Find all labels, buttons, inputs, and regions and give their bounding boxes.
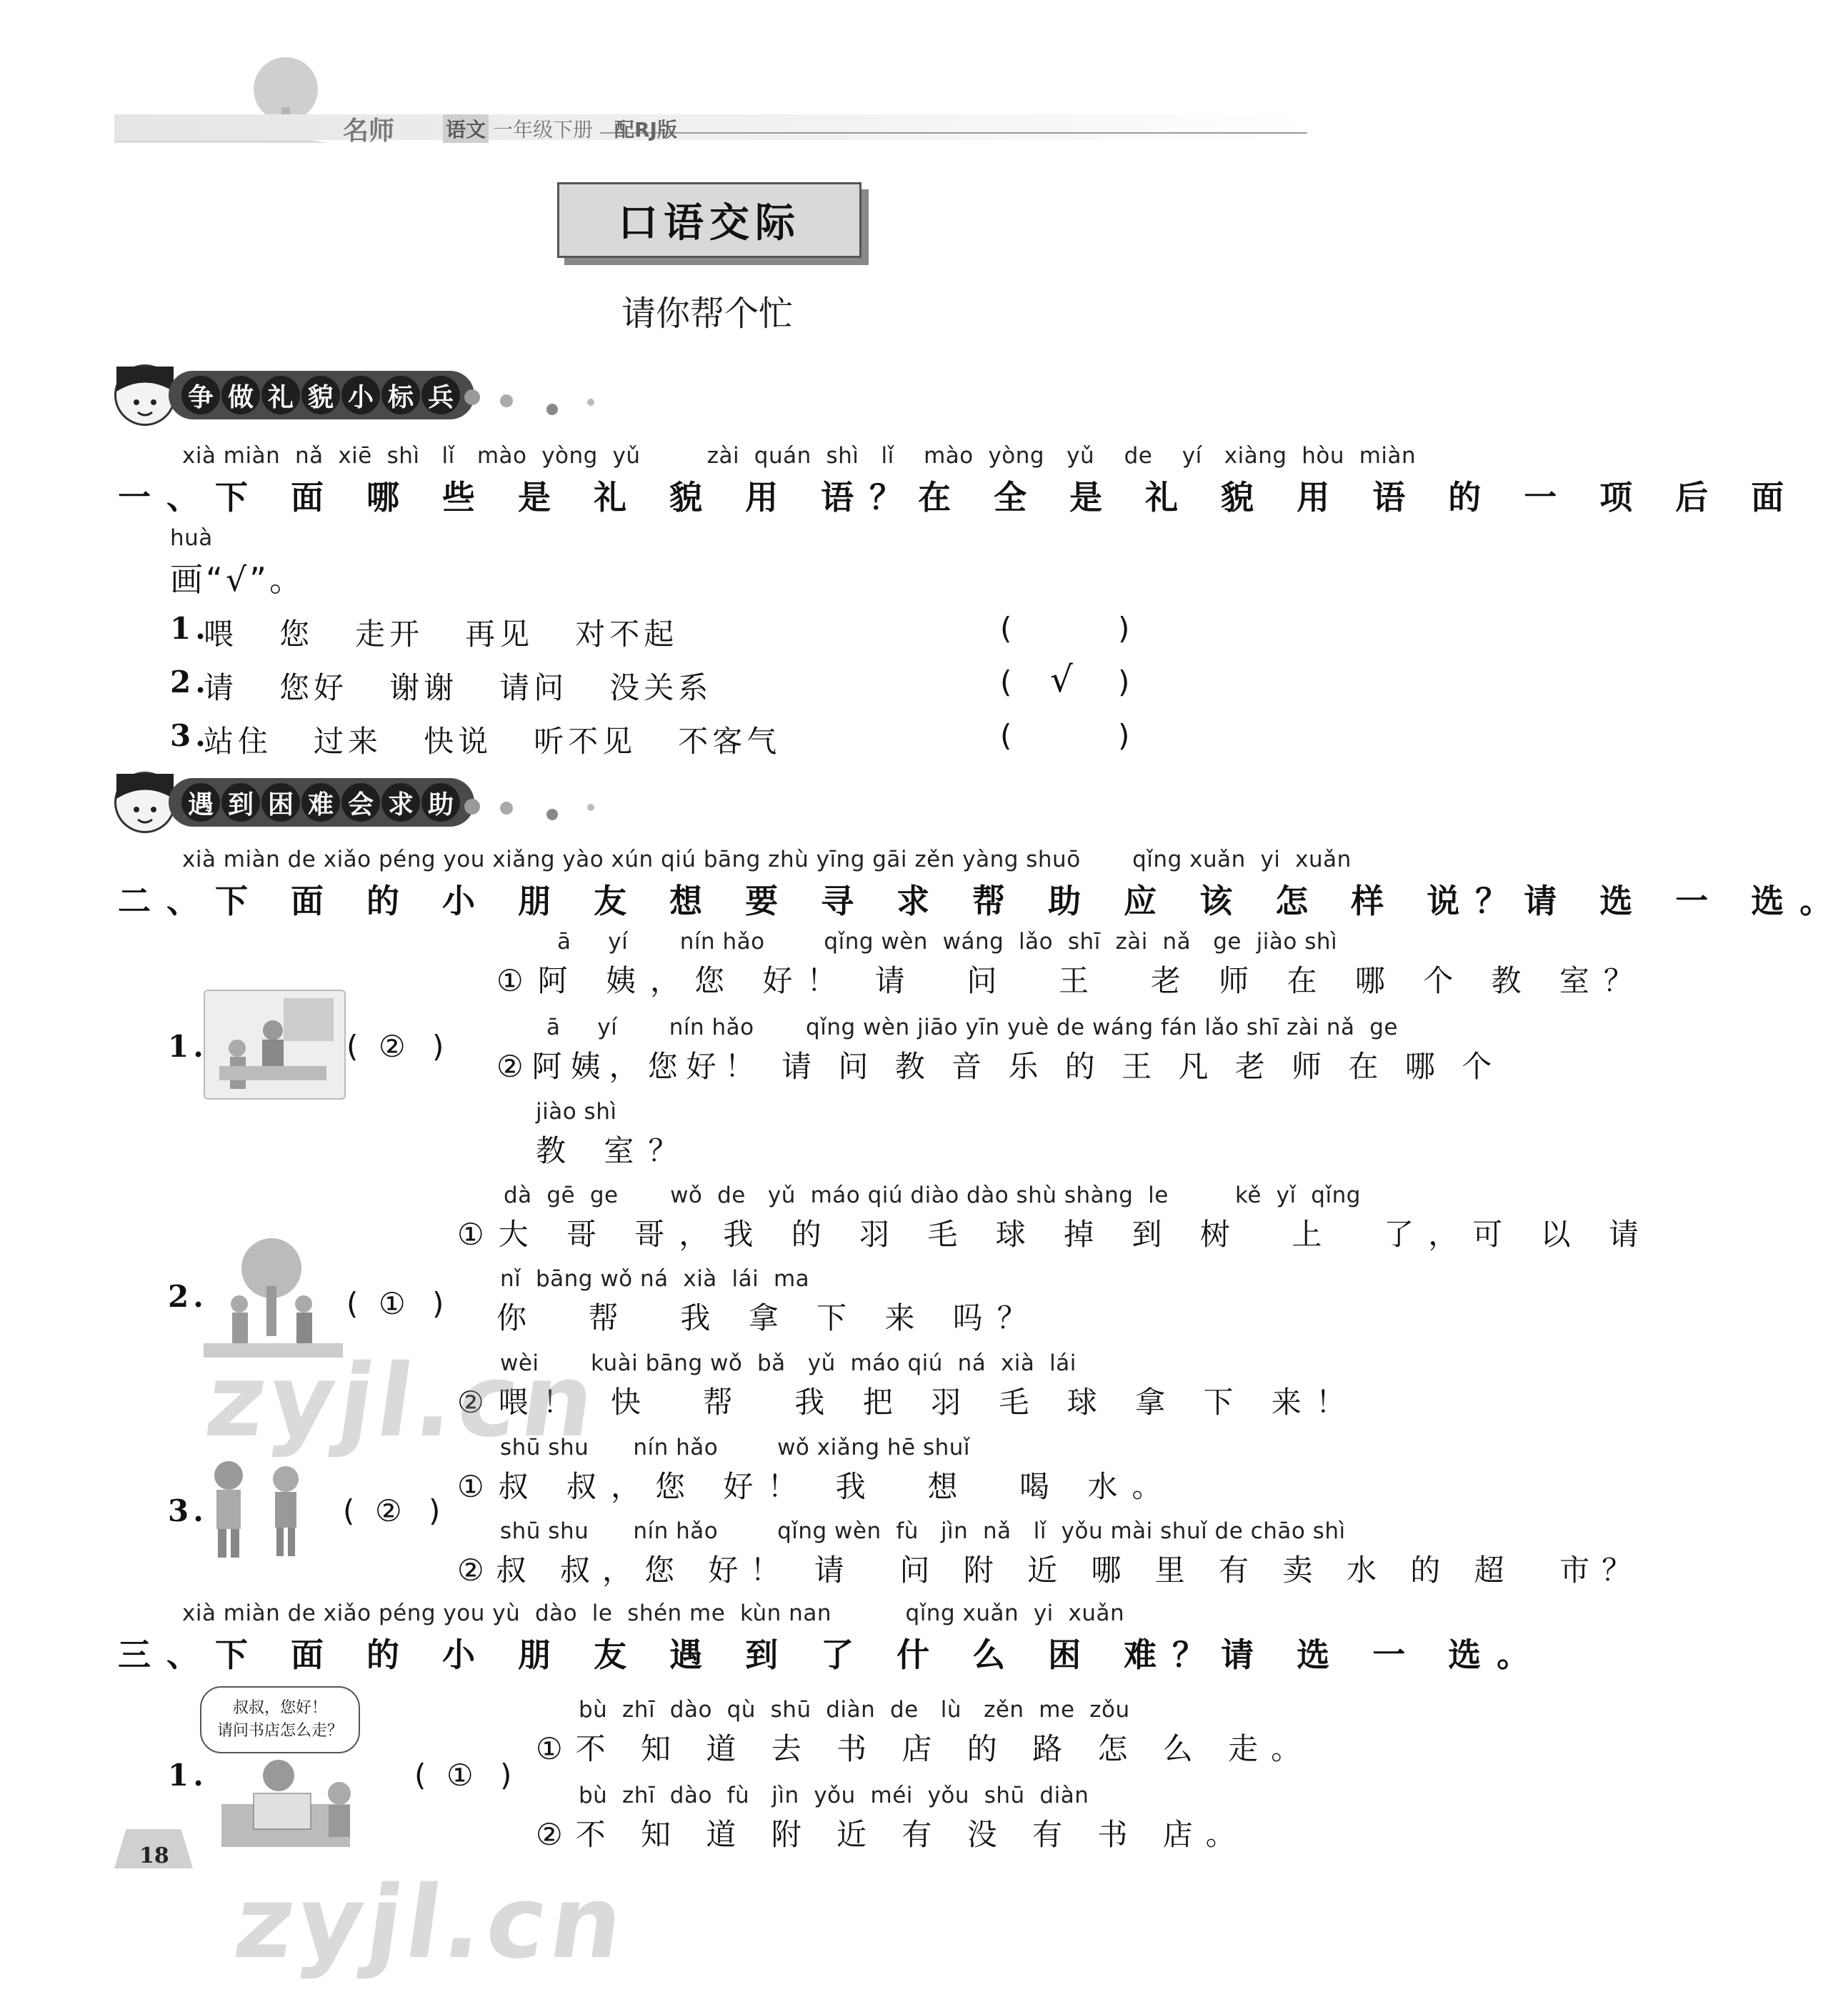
decor-dot [500,394,513,407]
option-pinyin: ā yí nín hǎo qǐng wèn wáng lǎo shī zài nǎ ge jiào shì [557,929,1338,955]
girl-face-icon [114,772,176,833]
decor-dot [546,809,558,820]
answer-box[interactable]: ( [1000,664,1012,699]
answer-box-close: ) [432,1029,444,1064]
banner-char: 困 [261,783,300,822]
option-text: ②不 知 道 附 近 有 没 有 书 店。 [536,1817,1249,1852]
section2-question: 二、下 面 的 小 朋 友 想 要 寻 求 帮 助 应 该 怎 样 说？请 选 一 选。 [118,882,1848,920]
option-pinyin: jiào shì [536,1099,617,1125]
header-rule [600,132,1307,134]
item-number: 2. [168,1279,208,1314]
option-pinyin: nǐ bāng wǒ ná xià lái ma [500,1266,810,1292]
option-pinyin: bù zhī dào qù shū diàn de lù zěn me zǒu [579,1697,1130,1723]
page-title: 口语交际 [618,200,801,246]
answer-box[interactable]: ( [1000,718,1012,753]
header-subject: 语文 [443,114,489,143]
banner-char: 求 [381,783,420,822]
option-pinyin: shū shu nín hǎo wǒ xiǎng hē shuǐ [500,1435,971,1460]
answer-box-close: ) [429,1493,441,1528]
girl-face-icon [114,364,176,426]
banner-char: 会 [341,783,380,822]
answer-value: ② [379,1029,406,1064]
option-text: ①叔 叔，您 好！ 我 想 喝 水。 [457,1469,1177,1504]
banner-char: 难 [301,783,340,822]
option-text: 教 室？ [536,1133,693,1168]
decor-dot [500,802,513,815]
decor-dot [587,399,594,406]
option-text: ①阿 姨，您 好！ 请 问 王 老 师 在 哪 个 教 室？ [496,963,1648,998]
page-number: 18 [139,1843,169,1868]
s1-item-text: 喂 您 走开 再见 对不起 [204,617,679,652]
answer-box-close: ) [432,1286,444,1321]
title-box [557,182,861,258]
answer-box[interactable]: ( [346,1286,359,1321]
answer-value: ② [375,1493,402,1528]
banner-1-label [169,371,474,419]
option-text: ②阿姨，您好！ 请 问 教 音 乐 的 王 凡 老 师 在 哪 个 [496,1049,1501,1084]
answer-value: √ [1050,659,1073,700]
banner-2-label [169,778,474,827]
option-text: 你 帮 我 拿 下 来 吗？ [496,1300,1042,1335]
item-number: 1. [170,611,210,646]
banner-1 [114,364,474,426]
banner-2 [114,772,474,833]
illustration-tree-badminton [204,1236,343,1361]
option-text: ②叔 叔，您 好！ 请 问 附 近 哪 里 有 卖 水 的 超 市？ [457,1553,1644,1588]
banner-char: 小 [341,376,380,414]
banner-char: 标 [381,376,420,414]
option-text: ①不 知 道 去 书 店 的 路 怎 么 走。 [536,1731,1314,1766]
banner-char: 做 [221,376,260,414]
banner-char: 助 [421,783,460,822]
section3-question: 三、下 面 的 小 朋 友 遇 到 了 什 么 困 难？请 选 一 选。 [118,1635,1546,1674]
banner-char: 争 [181,376,220,414]
item-number: 1. [168,1758,208,1793]
header-grade: 一年级下册 [493,118,594,141]
header-edition: 配RJ版 [614,118,677,141]
decor-dot [546,404,558,415]
answer-value: ① [446,1758,474,1793]
answer-box-close: ) [500,1758,512,1793]
banner-char: 礼 [261,376,300,414]
option-pinyin: dà gē ge wǒ de yǔ máo qiú diào dào shù shàng le kě yǐ qǐng [504,1182,1361,1208]
illustration-kids-drinking [193,1454,321,1561]
decor-dot [464,389,480,405]
decor-dot [464,799,480,815]
banner-char: 貌 [301,376,340,414]
item-number: 2. [170,664,210,699]
illustration-office [204,990,346,1100]
s2-item-num [168,1279,208,1314]
answer-box[interactable]: ( [414,1758,426,1793]
option-pinyin: ā yí nín hǎo qǐng wèn jiāo yīn yuè de wáng fán lǎo shī zài nǎ ge [546,1015,1398,1040]
s1-item-text: 请 您好 谢谢 请问 没关系 [204,670,713,705]
page-subtitle: 请你帮个忙 [621,294,794,334]
s2-item-num [168,1029,208,1064]
item-number: 3. [170,718,210,753]
section1-question-2: 画“√”。 [170,560,305,599]
section2-pinyin: xià miàn de xiǎo péng you xiǎng yào xún qiú bāng zhù yīng gāi zěn yàng shuō qǐng xuǎn yi xuǎn [182,847,1352,872]
answer-box-close: ) [1118,611,1130,646]
s2-item-num [168,1493,208,1528]
section3-pinyin: xià miàn de xiǎo péng you yù dào le shén me kùn nan qǐng xuǎn yi xuǎn [182,1600,1125,1626]
item-number: 3. [168,1493,208,1528]
speech-bubble [200,1686,360,1753]
answer-box[interactable]: ( [1000,611,1012,646]
header-band [114,114,1307,140]
decor-dot [587,804,594,811]
answer-value: ① [379,1286,406,1321]
s3-item-num [168,1758,208,1793]
speech-line-1: 叔叔，您好！ [232,1699,327,1717]
answer-box[interactable]: ( [343,1493,355,1528]
answer-box-close: ) [1118,664,1130,699]
watermark: zyjl.cn [199,1343,606,1460]
answer-box-close: ) [1118,718,1130,753]
option-pinyin: bù zhī dào fù jìn yǒu méi yǒu shū diàn [579,1783,1089,1808]
header-brand: 名师 [343,116,395,146]
watermark: zyjl.cn [227,1865,635,1981]
banner-char: 遇 [181,783,220,822]
answer-box[interactable]: ( [346,1029,359,1064]
speech-line-2: 请问书店怎么走？ [216,1722,343,1740]
illustration-bench-reading [221,1754,364,1861]
section1-question: 一、下 面 哪 些 是 礼 貌 用 语？在 全 是 礼 貌 用 语 的 一 项 后 面 [118,478,1800,517]
section1-pinyin-2: huà [170,525,213,551]
s1-item-text: 站住 过来 快说 听不见 不客气 [204,724,781,759]
item-number: 1. [168,1029,208,1064]
option-pinyin: wèi kuài bāng wǒ bǎ yǔ máo qiú ná xià lái [500,1350,1077,1376]
option-text: ①大 哥 哥，我 的 羽 毛 球 掉 到 树 上 了，可 以 请 [457,1217,1653,1252]
section1-pinyin: xià miàn nǎ xiē shì lǐ mào yòng yǔ zài quán shì lǐ mào yòng yǔ de yí xiàng hòu miàn [182,443,1417,469]
banner-char: 到 [221,783,260,822]
banner-char: 兵 [421,376,460,414]
option-text: ②喂！ 快 帮 我 把 羽 毛 球 拿 下 来！ [457,1385,1360,1420]
option-pinyin: shū shu nín hǎo qǐng wèn fù jìn nǎ lǐ yǒu mài shuǐ de chāo shì [500,1518,1346,1544]
